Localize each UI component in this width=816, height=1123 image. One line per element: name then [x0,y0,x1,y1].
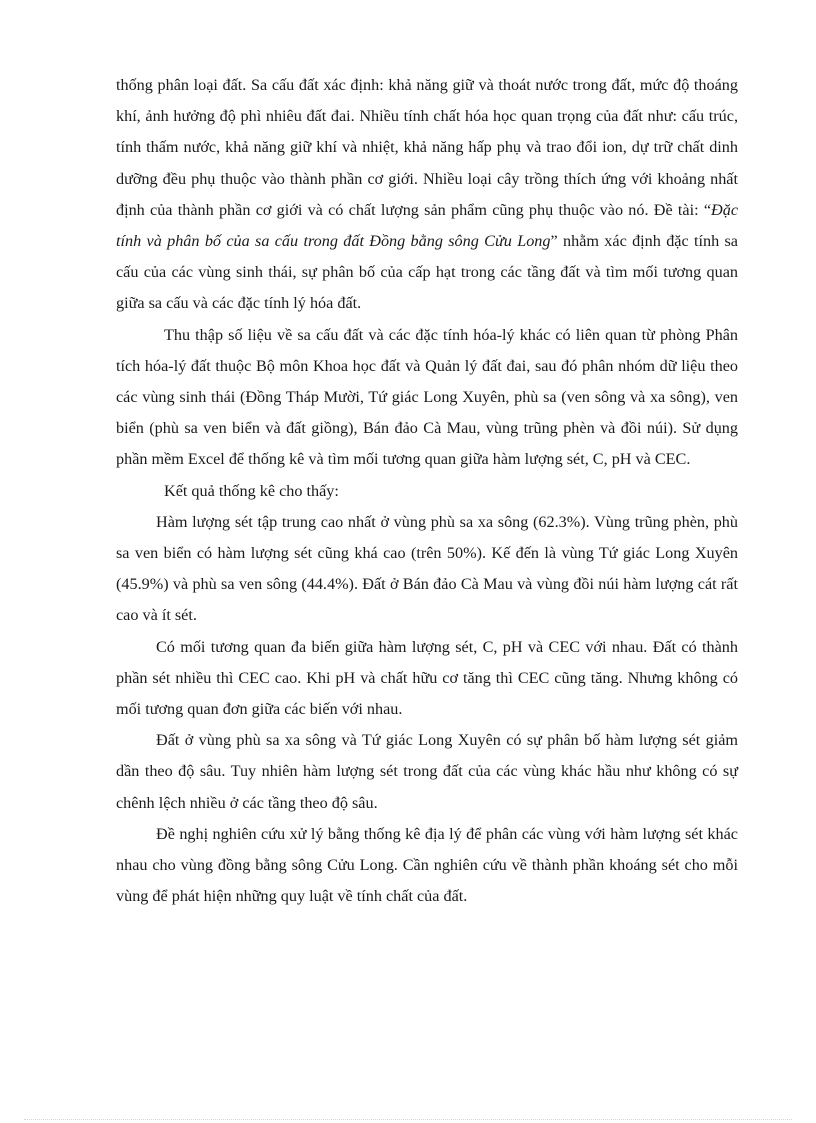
study-title: Đặc tính và phân bố của sa cấu trong đất Đồng bằng sông Cửu Long [116,200,738,251]
paragraph-result-clay: Hàm lượng sét tập trung cao nhất ở vùng phù sa xa sông (62.3%). Vùng trũng phèn, phù sa ven biển có hàm lượng sét cũng khá cao (trên 50%). Kế đến là vùng Tứ giác Long Xuyên (45.9%) và phù sa ven sông (44.4%). Đất ở Bán đảo Cà Mau và vùng đồi núi hàm lượng cát rất cao và ít sét. [116,512,738,625]
paragraph-intro [116,70,738,320]
paragraph-result-depth: Đất ở vùng phù sa xa sông và Tứ giác Long Xuyên có sự phân bố hàm lượng sét giảm dần theo độ sâu. Tuy nhiên hàm lượng sét trong đất của các vùng khác hầu như không có sự chênh lệch nhiều ở các tầng theo độ sâu. [116,731,738,812]
paragraph-methods: Thu thập số liệu về sa cấu đất và các đặc tính hóa-lý khác có liên quan từ phòng Phân tích hóa-lý đất thuộc Bộ môn Khoa học đất và Quản lý đất đai, sau đó phân nhóm dữ liệu theo các vùng sinh thái (Đồng Tháp Mười, Tứ giác Long Xuyên, phù sa (ven sông và xa sông), ven biển (phù sa ven biển và đất giồng), Bán đảo Cà Mau, vùng trũng phèn và đồi núi). Sử dụng phần mềm Excel để thống kê và tìm mối tương quan giữa hàm lượng sét, C, pH và CEC. [116,325,738,469]
paragraph-intro-text: thống phân loại đất. Sa cấu đất xác định: khả năng giữ và thoát nước trong đất, mức độ thoáng khí, ảnh hưởng độ phì nhiêu đất đai. Nhiều tính chất hóa học quan trọng của đất như: cấu trúc, tính thấm nước, khả năng giữ khí và nhiệt, khả năng hấp phụ và trao đổi ion, dự trữ chất dinh dưỡng đều phụ thuộc vào thành phần cơ giới. Nhiều loại cây trồng thích ứng với khoảng nhất định của thành phần cơ giới và có chất lượng sản phẩm cũng phụ thuộc vào nó. Đề tài: “ [116,76,738,219]
paragraph-intro-tail: ” nhằm xác định đặc tính sa cấu của các vùng sinh thái, sự phân bố của cấp hạt trong các tầng đất và tìm mối tương quan giữa sa cấu và các đặc tính lý hóa đất. [116,232,738,313]
page-bottom-divider [24,1119,792,1120]
document-page [116,70,738,912]
paragraph-recommendation: Đề nghị nghiên cứu xử lý bằng thống kê địa lý để phân các vùng với hàm lượng sét khác nhau cho vùng đồng bằng sông Cửu Long. Cần nghiên cứu về thành phần khoáng sét cho mỗi vùng để phát hiện những quy luật về tính chất của đất. [116,824,738,906]
paragraph-result-correlation: Có mối tương quan đa biến giữa hàm lượng sét, C, pH và CEC với nhau. Đất có thành phần sét nhiều thì CEC cao. Khi pH và chất hữu cơ tăng thì CEC cũng tăng. Nhưng không có mối tương quan đơn giữa các biến với nhau. [116,637,738,719]
paragraph-results-heading: Kết quả thống kê cho thấy: [164,481,339,500]
